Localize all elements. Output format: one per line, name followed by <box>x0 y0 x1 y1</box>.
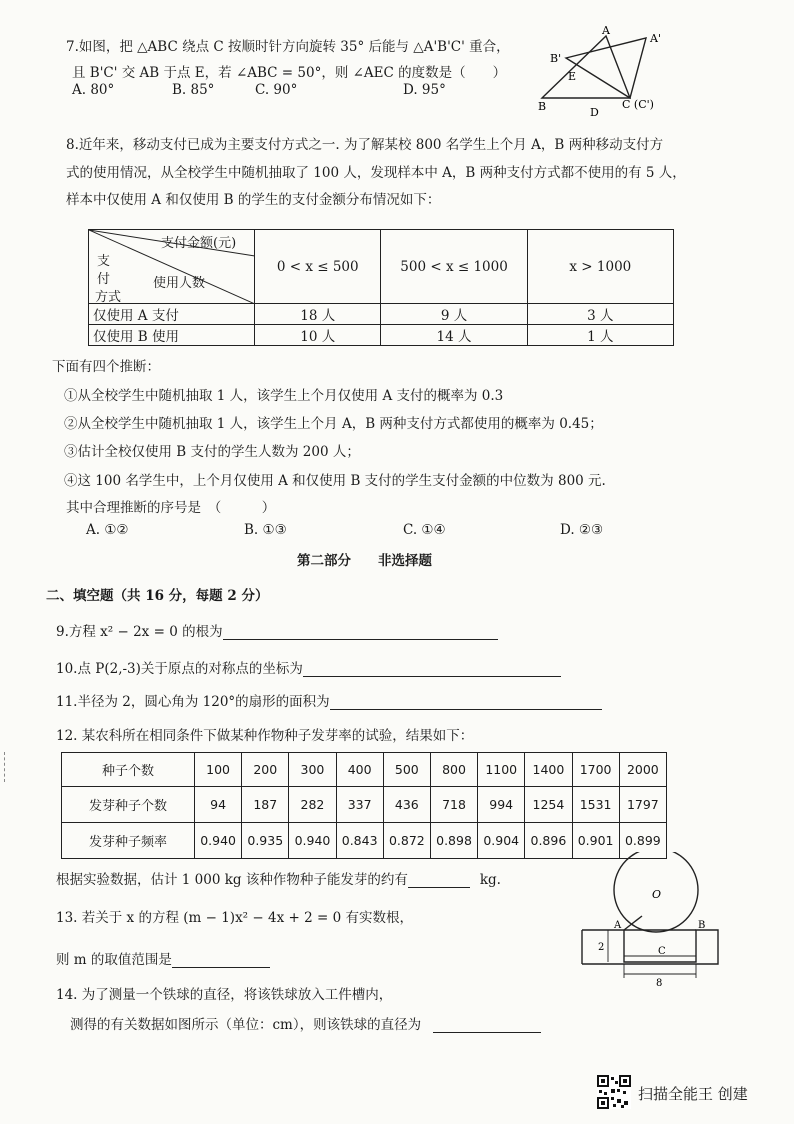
q14-label-a: A <box>614 920 622 931</box>
q8-option-a: A. ①② <box>86 522 129 538</box>
q8-header-left-1: 支 <box>97 254 111 269</box>
q8-col-header-2: 500 < x ≤ 1000 <box>381 230 527 304</box>
q8-col-header-1: 0 < x ≤ 500 <box>255 230 381 304</box>
q12-cell: 1100 <box>478 753 525 787</box>
q13-answer-blank[interactable] <box>172 953 270 968</box>
q12-cell: 500 <box>383 753 430 787</box>
q12-tail-prefix: 根据实验数据，估计 1 000 kg 该种作物种子能发芽的约有 <box>56 872 408 888</box>
q8-cell: 18 人 <box>255 304 381 325</box>
q12-germination-table <box>61 752 667 859</box>
footer-scanner-brand: 扫描全能王 创建 <box>638 1085 748 1103</box>
q12-cell: 100 <box>195 753 242 787</box>
q12-cell: 1797 <box>619 787 666 823</box>
q12-cell: 0.896 <box>525 823 572 859</box>
q12-table-row <box>62 753 667 787</box>
q12-intro: 12. 某农科所在相同条件下做某种作物种子发芽率的试验，结果如下： <box>56 728 474 744</box>
q13-line2-wrap <box>56 948 270 968</box>
q12-cell: 187 <box>242 787 289 823</box>
q12-cell: 0.843 <box>336 823 383 859</box>
q7-option-b: B. 85° <box>172 82 215 98</box>
q8-option-b: B. ①③ <box>244 522 287 538</box>
q14-iron-ball-figure <box>580 852 724 992</box>
q12-cell: 0.940 <box>289 823 336 859</box>
q14-label-b: B <box>698 920 706 931</box>
q14-label-width: 8 <box>656 978 663 989</box>
q7-label-a: A <box>602 26 610 37</box>
q8-cell: 3 人 <box>527 304 673 325</box>
q7-rotation-figure <box>536 26 676 122</box>
q8-statement-1: ①从全校学生中随机抽取 1 人，该学生上个月仅使用 A 支付的概率为 0.3 <box>64 388 504 404</box>
q12-cell: 282 <box>289 787 336 823</box>
q8-header-left-2: 付 <box>97 272 111 287</box>
q12-cell: 0.899 <box>619 823 666 859</box>
q8-cell: 1 人 <box>527 325 673 346</box>
q7-label-e: E <box>568 70 577 83</box>
q8-statement-4: ④这 100 名学生中，上个月仅使用 A 和仅使用 B 支付的学生支付金额的中位数为 800 元. <box>64 473 606 489</box>
q12-cell: 1700 <box>572 753 619 787</box>
q13-line1: 13. 若关于 x 的方程 (m − 1)x² − 4x + 2 = 0 有实数根， <box>56 910 413 926</box>
q12-cell: 0.904 <box>478 823 525 859</box>
q8-row-label: 仅使用 A 支付 <box>89 304 255 325</box>
q8-payment-table <box>88 229 674 346</box>
q8-header-count: 使用人数 <box>153 276 206 291</box>
q11-text: 11.半径为 2，圆心角为 120°的扇形的面积为 <box>56 694 330 710</box>
q14-line2: 测得的有关数据如图所示（单位：cm），则该铁球的直径为 <box>70 1017 422 1033</box>
q12-answer-blank[interactable] <box>408 873 470 888</box>
q12-cell: 337 <box>336 787 383 823</box>
q14-label-depth: 2 <box>598 942 605 953</box>
q8-cell: 14 人 <box>381 325 527 346</box>
q10 <box>56 657 561 677</box>
q12-tail-suffix: kg. <box>479 872 501 888</box>
q11 <box>56 690 602 710</box>
q12-cell: 436 <box>383 787 430 823</box>
q8-line3: 样本中仅使用 A 和仅使用 B 的学生的支付金额分布情况如下： <box>66 192 441 208</box>
q8-cell: 9 人 <box>381 304 527 325</box>
q14-line2-wrap <box>70 1013 541 1033</box>
section2-title: 二、填空题（共 16 分，每题 2 分） <box>46 588 269 604</box>
q7-option-d: D. 95° <box>403 82 446 98</box>
q12-cell: 0.935 <box>242 823 289 859</box>
q9-text: 9.方程 x² − 2x = 0 的根为 <box>56 624 223 640</box>
q8-table-row <box>89 325 674 346</box>
q8-table-row <box>89 304 674 325</box>
q8-table-diagonal-header <box>89 230 255 304</box>
q12-cell: 0.872 <box>383 823 430 859</box>
q12-cell: 994 <box>478 787 525 823</box>
q7-line2: 且 B'C' 交 AB 于点 E，若 ∠ABC = 50°，则 ∠AEC 的度数是（ ） <box>72 65 507 81</box>
q8-header-amount: 支付金额(元) <box>161 236 237 251</box>
q8-cell: 10 人 <box>255 325 381 346</box>
q12-cell: 0.940 <box>195 823 242 859</box>
q7-label-b-prime: B' <box>550 52 562 65</box>
q9 <box>56 620 498 640</box>
q11-answer-blank[interactable] <box>330 695 602 710</box>
q8-option-c: C. ①④ <box>403 522 446 538</box>
q12-cell: 0.898 <box>430 823 477 859</box>
q8-option-d: D. ②③ <box>560 522 604 538</box>
q14-answer-blank[interactable] <box>433 1018 541 1033</box>
q12-cell: 800 <box>430 753 477 787</box>
q8-question: 其中合理推断的序号是 （ ） <box>66 500 276 516</box>
q8-row-label: 仅使用 B 使用 <box>89 325 255 346</box>
qr-code-icon <box>597 1075 631 1109</box>
q7-option-c: C. 90° <box>255 82 298 98</box>
q12-cell: 94 <box>195 787 242 823</box>
q7-label-d: D <box>590 106 599 119</box>
q12-cell: 718 <box>430 787 477 823</box>
q12-cell: 200 <box>242 753 289 787</box>
q12-cell: 300 <box>289 753 336 787</box>
scan-margin-mark <box>4 752 7 782</box>
q12-tail <box>56 868 501 888</box>
q14-line1: 14. 为了测量一个铁球的直径，将该铁球放入工件槽内， <box>56 987 393 1003</box>
q8-header-left-3: 方式 <box>95 290 122 305</box>
q8-statement-2: ②从全校学生中随机抽取 1 人，该学生上个月 A，B 两种支付方式都使用的概率为 0.45； <box>64 416 603 432</box>
q12-cell: 0.901 <box>572 823 619 859</box>
q7-label-c: C (C') <box>622 98 654 111</box>
q12-cell: 1254 <box>525 787 572 823</box>
q10-answer-blank[interactable] <box>303 662 561 677</box>
q12-table-row <box>62 787 667 823</box>
q10-text: 10.点 P(2,-3)关于原点的对称点的坐标为 <box>56 661 303 677</box>
q8-col-header-3: x > 1000 <box>527 230 673 304</box>
q8-line2: 式的使用情况，从全校学生中随机抽取了 100 人，发现样本中 A，B 两种支付方式都不使用的有 5 人， <box>66 165 686 181</box>
q12-cell: 2000 <box>619 753 666 787</box>
q8-line1: 8.近年来，移动支付已成为主要支付方式之一. 为了解某校 800 名学生上个月 A，B 两种移动支付方 <box>66 137 664 153</box>
q7-option-a: A. 80° <box>72 82 115 98</box>
q8-statement-3: ③估计全校仅使用 B 支付的学生人数为 200 人； <box>64 444 360 460</box>
q13-line2: 则 m 的取值范围是 <box>56 952 172 968</box>
q12-cell: 1531 <box>572 787 619 823</box>
q7-label-a-prime: A' <box>650 32 661 45</box>
q12-row-label: 发芽种子个数 <box>62 787 195 823</box>
q12-cell: 1400 <box>525 753 572 787</box>
q12-row-label: 发芽种子频率 <box>62 823 195 859</box>
q8-intro: 下面有四个推断： <box>52 359 160 375</box>
q14-label-c: C <box>658 946 666 957</box>
q9-answer-blank[interactable] <box>223 625 498 640</box>
q7-label-b: B <box>538 100 547 113</box>
q14-label-o: O <box>652 888 662 901</box>
q12-row-label: 种子个数 <box>62 753 195 787</box>
q12-table-row <box>62 823 667 859</box>
q7-line1: 7.如图，把 △ABC 绕点 C 按顺时针方向旋转 35° 后能与 △A'B'C' 重合， <box>66 39 510 55</box>
q12-cell: 400 <box>336 753 383 787</box>
part2-title: 第二部分 非选择题 <box>297 553 432 569</box>
